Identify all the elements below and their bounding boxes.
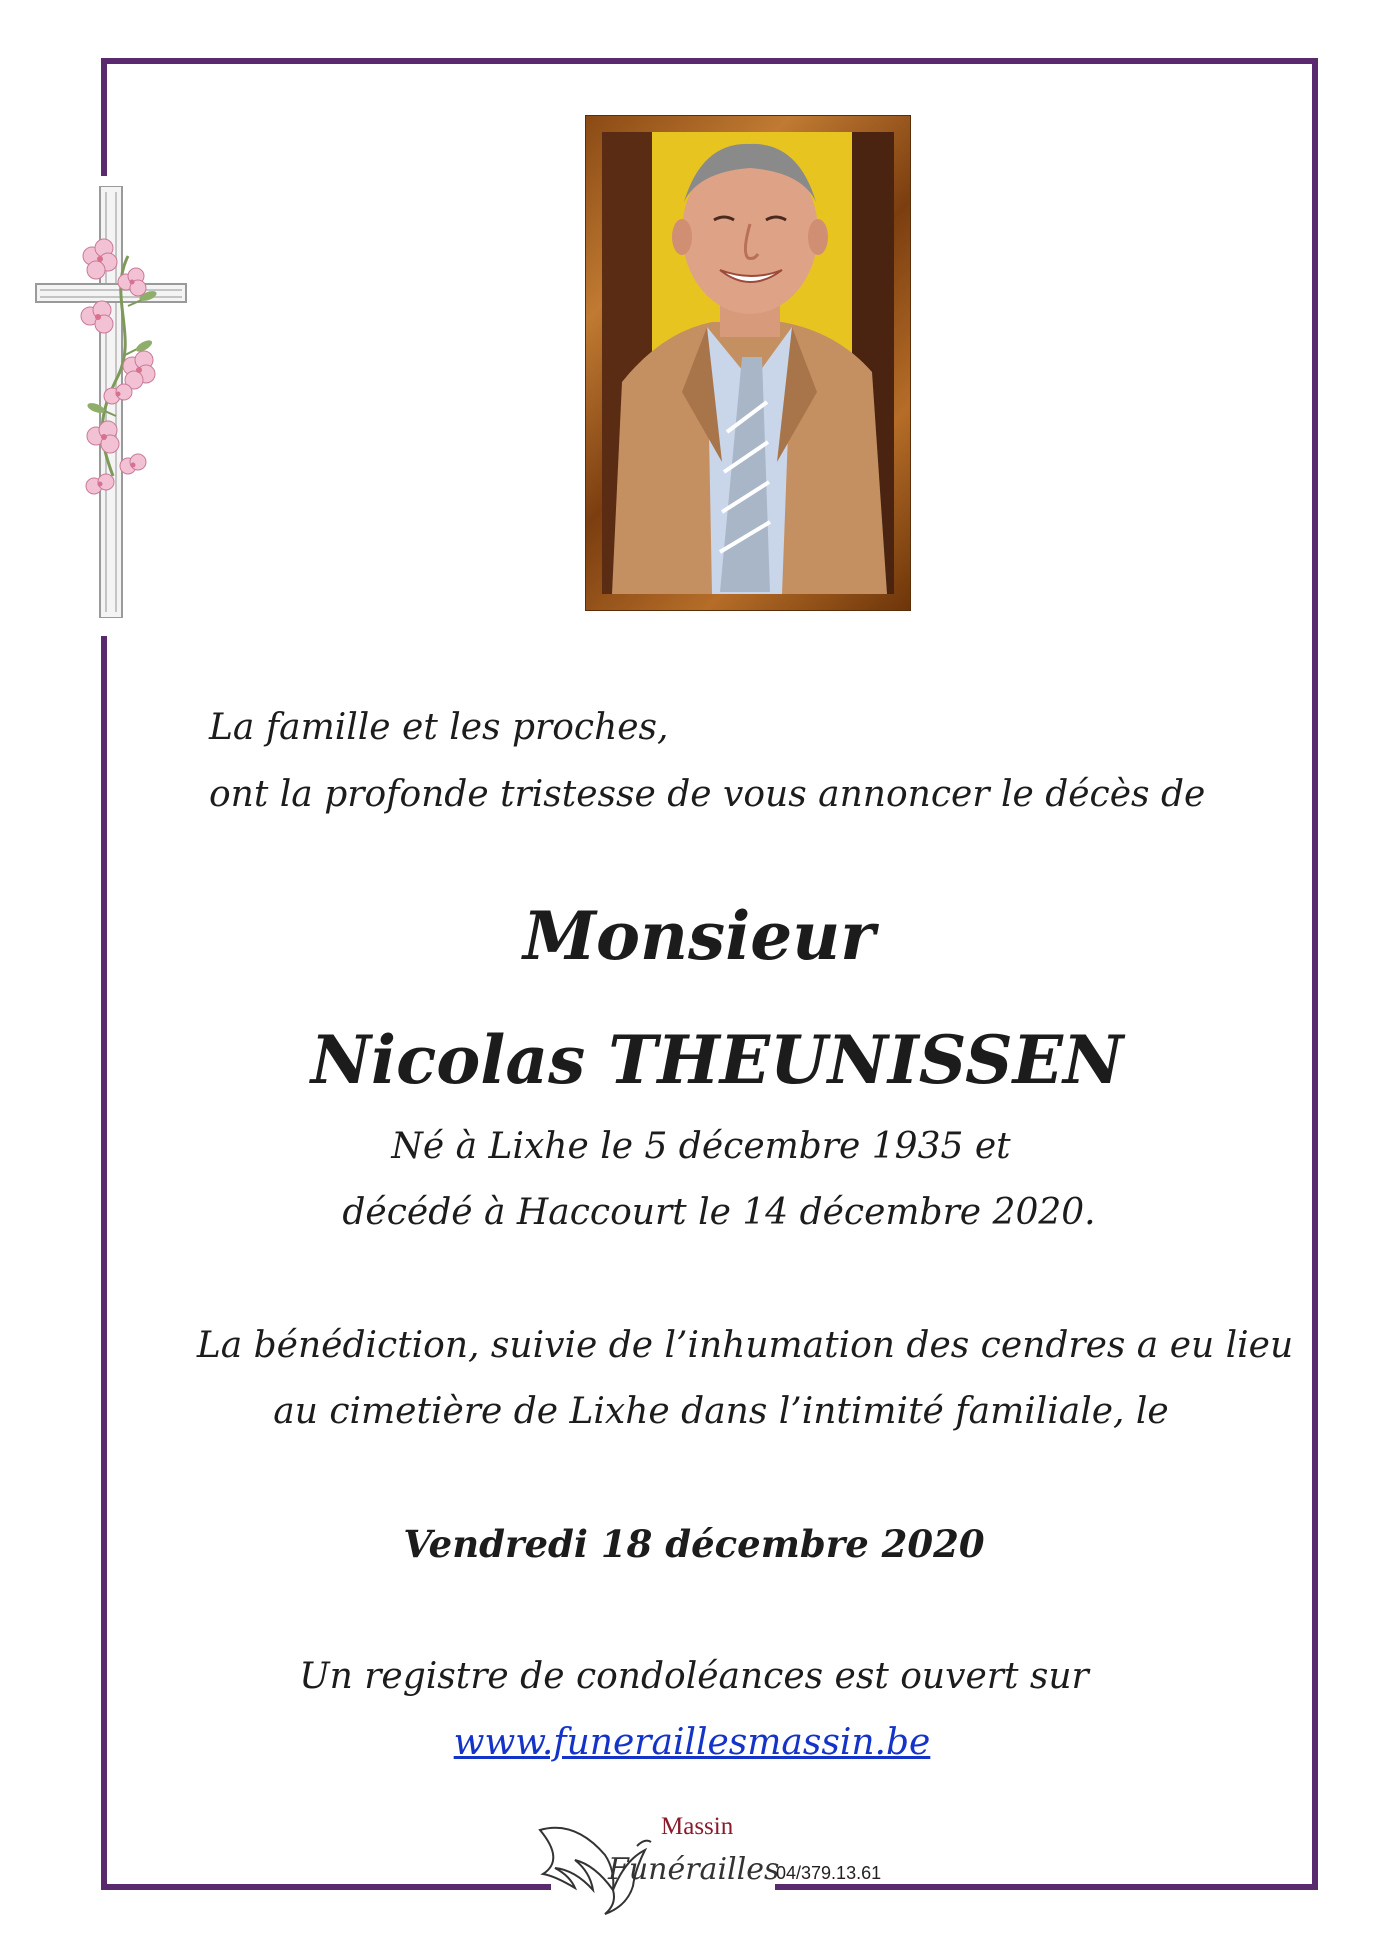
cross-with-blossoms-icon bbox=[28, 186, 194, 618]
salutation: Monsieur bbox=[522, 897, 876, 975]
ceremony-line-1: La bénédiction, suivie de l’inhumation des cendres a eu lieu bbox=[196, 1325, 1294, 1366]
frame-left-border-upper bbox=[101, 58, 107, 176]
intro-line-2: ont la profonde tristesse de vous annoncer le décès de bbox=[209, 774, 1206, 815]
website-link[interactable]: www.funeraillesmassin.be bbox=[453, 1722, 931, 1763]
phone-number: 04/379.13.61 bbox=[776, 1863, 882, 1883]
frame-bottom-border-right bbox=[775, 1884, 1318, 1890]
condolence-register-text: Un registre de condoléances est ouvert sur bbox=[299, 1656, 1089, 1697]
death-line: décédé à Haccourt le 14 décembre 2020. bbox=[342, 1192, 1096, 1233]
frame-top-border bbox=[101, 58, 1318, 64]
logo-name: Massin bbox=[661, 1813, 734, 1840]
birth-line: Né à Lixhe le 5 décembre 1935 et bbox=[391, 1126, 1011, 1167]
intro-line-1: La famille et les proches, bbox=[209, 707, 669, 748]
deceased-name: Nicolas THEUNISSEN bbox=[310, 1021, 1124, 1099]
ceremony-line-2: au cimetière de Lixhe dans l’intimité familiale, le bbox=[273, 1391, 1169, 1432]
logo-subtitle: Funérailles bbox=[608, 1852, 780, 1887]
ceremony-date: Vendredi 18 décembre 2020 bbox=[403, 1522, 985, 1566]
frame-bottom-border-left bbox=[101, 1884, 551, 1890]
portrait-photo bbox=[602, 132, 894, 594]
portrait-frame bbox=[586, 116, 910, 610]
frame-left-border-lower bbox=[101, 636, 107, 1890]
